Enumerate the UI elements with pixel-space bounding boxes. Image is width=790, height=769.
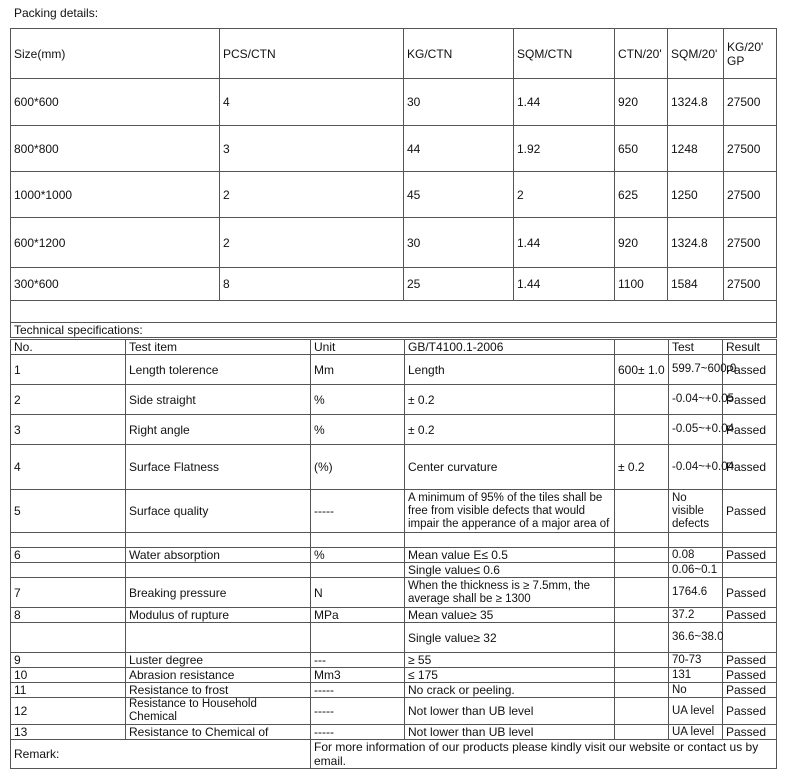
tech-standard: A minimum of 95% of the tiles shall be free from visible defects that would impair the apperance of a major area of xyxy=(405,490,615,533)
packing-cell: 2 xyxy=(220,218,404,268)
packing-cell: 8 xyxy=(220,268,404,301)
tech-header: Unit xyxy=(311,340,405,355)
remark-text: For more information of our products please kindly visit our website or contact us by email. xyxy=(311,740,777,769)
packing-table xyxy=(10,28,777,338)
tech-standard-value xyxy=(615,668,669,683)
tech-header xyxy=(615,340,669,355)
tech-header: Result xyxy=(723,340,777,355)
tech-row xyxy=(11,668,777,683)
packing-cell: 650 xyxy=(615,126,668,172)
tech-item: Breaking pressure xyxy=(126,578,311,608)
packing-header: SQM/20' xyxy=(668,29,724,79)
tech-standard: ≤ 175 xyxy=(405,668,615,683)
tech-no xyxy=(11,563,126,578)
tech-standard-value xyxy=(615,653,669,668)
tech-unit: N xyxy=(311,578,405,608)
packing-cell: 1.44 xyxy=(514,268,615,301)
tech-test: -0.04~+0.05 xyxy=(669,385,723,415)
tech-test: 0.06~0.1 xyxy=(669,563,723,578)
tech-no: 10 xyxy=(11,668,126,683)
tech-standard: ± 0.2 xyxy=(405,415,615,445)
packing-header: KG/20' GP xyxy=(724,29,777,79)
tech-row xyxy=(11,548,777,563)
tech-standard: Single value≤ 0.6 xyxy=(405,563,615,578)
packing-row xyxy=(11,268,777,301)
packing-cell: 800*800 xyxy=(11,126,220,172)
tech-row xyxy=(11,698,777,725)
packing-cell: 27500 xyxy=(724,218,777,268)
tech-test: 70-73 xyxy=(669,653,723,668)
tech-item: Resistance to Chemical of xyxy=(126,725,311,740)
tech-result: Passed xyxy=(723,668,777,683)
tech-result: Passed xyxy=(723,683,777,698)
tech-item xyxy=(126,623,311,653)
tech-test: UA level xyxy=(669,725,723,740)
tech-row xyxy=(11,563,777,578)
tech-result: Passed xyxy=(723,445,777,490)
tech-item: Surface Flatness xyxy=(126,445,311,490)
tech-test: 599.7~600.0 xyxy=(669,355,723,385)
tech-test: 1764.6 xyxy=(669,578,723,608)
tech-unit: MPa xyxy=(311,608,405,623)
spacer-cell xyxy=(405,533,615,548)
tech-item: Water absorption xyxy=(126,548,311,563)
tech-header: Test xyxy=(669,340,723,355)
tech-test: -0.05~+0.04 xyxy=(669,415,723,445)
tech-no: 4 xyxy=(11,445,126,490)
packing-cell: 1.92 xyxy=(514,126,615,172)
tech-item: Resistance to frost xyxy=(126,683,311,698)
tech-no: 3 xyxy=(11,415,126,445)
packing-cell: 2 xyxy=(220,172,404,218)
packing-cell: 45 xyxy=(404,172,514,218)
tech-caption-row xyxy=(11,323,777,338)
packing-cell: 1250 xyxy=(668,172,724,218)
remark-row xyxy=(11,740,777,769)
tech-row xyxy=(11,490,777,533)
spacer-cell xyxy=(11,533,126,548)
tech-unit xyxy=(311,623,405,653)
packing-cell: 920 xyxy=(615,218,668,268)
tech-standard: ≥ 55 xyxy=(405,653,615,668)
spacer-cell xyxy=(615,533,669,548)
tech-standard: No crack or peeling. xyxy=(405,683,615,698)
tech-standard-value: ± 0.2 xyxy=(615,445,669,490)
packing-row xyxy=(11,79,777,126)
tech-header: Test item xyxy=(126,340,311,355)
tech-item: Luster degree xyxy=(126,653,311,668)
packing-cell: 600*1200 xyxy=(11,218,220,268)
tech-standard-value xyxy=(615,608,669,623)
tech-standard: Mean value≥ 35 xyxy=(405,608,615,623)
tech-standard-value xyxy=(615,563,669,578)
spacer-cell xyxy=(11,301,777,323)
tech-standard-value xyxy=(615,490,669,533)
packing-cell: 27500 xyxy=(724,172,777,218)
packing-cell: 27500 xyxy=(724,126,777,172)
tech-standard: When the thickness is ≥ 7.5mm, the average shall be ≥ 1300 xyxy=(405,578,615,608)
tech-standard-value xyxy=(615,725,669,740)
packing-cell: 625 xyxy=(615,172,668,218)
tech-row xyxy=(11,683,777,698)
packing-cell: 1.44 xyxy=(514,218,615,268)
tech-unit: Mm3 xyxy=(311,668,405,683)
tech-unit: % xyxy=(311,415,405,445)
tech-no: 8 xyxy=(11,608,126,623)
tech-header-row xyxy=(11,340,777,355)
tech-row xyxy=(11,623,777,653)
tech-no: 7 xyxy=(11,578,126,608)
tech-unit: ----- xyxy=(311,490,405,533)
spacer-cell xyxy=(723,533,777,548)
tech-standard-value xyxy=(615,698,669,725)
packing-cell: 300*600 xyxy=(11,268,220,301)
tech-standard: Single value≥ 32 xyxy=(405,623,615,653)
tech-result: Passed xyxy=(723,548,777,563)
tech-unit: ----- xyxy=(311,683,405,698)
tech-item xyxy=(126,563,311,578)
tech-unit xyxy=(311,563,405,578)
packing-cell: 25 xyxy=(404,268,514,301)
packing-cell: 1324.8 xyxy=(668,79,724,126)
packing-header-row xyxy=(11,29,777,79)
packing-cell: 44 xyxy=(404,126,514,172)
tech-unit: % xyxy=(311,385,405,415)
tech-result: Passed xyxy=(723,698,777,725)
tech-standard: ± 0.2 xyxy=(405,385,615,415)
tech-item: Right angle xyxy=(126,415,311,445)
packing-header: CTN/20' xyxy=(615,29,668,79)
tech-item: Abrasion resistance xyxy=(126,668,311,683)
tech-header: No. xyxy=(11,340,126,355)
tech-result: Passed xyxy=(723,653,777,668)
tech-row xyxy=(11,725,777,740)
tech-result: Passed xyxy=(723,725,777,740)
tech-standard: Not lower than UB level xyxy=(405,725,615,740)
tech-spacer-row xyxy=(11,533,777,548)
tech-row xyxy=(11,415,777,445)
tech-result: Passed xyxy=(723,578,777,608)
tech-test: -0.04~+0.04 xyxy=(669,445,723,490)
tech-row xyxy=(11,608,777,623)
packing-row xyxy=(11,218,777,268)
tech-no: 2 xyxy=(11,385,126,415)
tech-unit: --- xyxy=(311,653,405,668)
tech-no xyxy=(11,623,126,653)
packing-row xyxy=(11,172,777,218)
packing-cell: 1324.8 xyxy=(668,218,724,268)
tech-caption: Technical specifications: xyxy=(11,323,777,338)
packing-cell: 1.44 xyxy=(514,79,615,126)
packing-header: Size(mm) xyxy=(11,29,220,79)
packing-cell: 1000*1000 xyxy=(11,172,220,218)
tech-test: 131 xyxy=(669,668,723,683)
tech-item: Modulus of rupture xyxy=(126,608,311,623)
tech-standard-value xyxy=(615,385,669,415)
packing-row xyxy=(11,126,777,172)
packing-cell: 3 xyxy=(220,126,404,172)
packing-cell: 2 xyxy=(514,172,615,218)
tech-item: Side straight xyxy=(126,385,311,415)
tech-standard-value xyxy=(615,548,669,563)
tech-result: Passed xyxy=(723,355,777,385)
packing-cell: 4 xyxy=(220,79,404,126)
tech-unit: (%) xyxy=(311,445,405,490)
tech-standard: Center curvature xyxy=(405,445,615,490)
tech-unit: Mm xyxy=(311,355,405,385)
tech-row xyxy=(11,445,777,490)
tech-unit: ----- xyxy=(311,698,405,725)
tech-standard-value xyxy=(615,683,669,698)
packing-cell: 920 xyxy=(615,79,668,126)
tech-row xyxy=(11,578,777,608)
tech-item: Resistance to Household Chemical xyxy=(126,698,311,725)
tech-test: 0.08 xyxy=(669,548,723,563)
tech-row xyxy=(11,355,777,385)
spacer-cell xyxy=(126,533,311,548)
tech-standard-value xyxy=(615,623,669,653)
packing-cell: 1248 xyxy=(668,126,724,172)
tech-row xyxy=(11,385,777,415)
tech-result xyxy=(723,563,777,578)
packing-cell: 27500 xyxy=(724,79,777,126)
packing-cell: 30 xyxy=(404,79,514,126)
tech-header: GB/T4100.1-2006 xyxy=(405,340,615,355)
tech-spec-table xyxy=(10,339,777,769)
packing-spacer-row xyxy=(11,301,777,323)
tech-no: 9 xyxy=(11,653,126,668)
spacer-cell xyxy=(311,533,405,548)
tech-standard: Mean value E≤ 0.5 xyxy=(405,548,615,563)
packing-cell: 600*600 xyxy=(11,79,220,126)
tech-standard: Length xyxy=(405,355,615,385)
tech-item: Length tolerence xyxy=(126,355,311,385)
tech-standard-value xyxy=(615,578,669,608)
tech-no: 13 xyxy=(11,725,126,740)
tech-test: 37.2 xyxy=(669,608,723,623)
tech-test: No xyxy=(669,683,723,698)
packing-cell: 1584 xyxy=(668,268,724,301)
packing-header: KG/CTN xyxy=(404,29,514,79)
tech-result: Passed xyxy=(723,415,777,445)
tech-result: Passed xyxy=(723,385,777,415)
tech-result: Passed xyxy=(723,608,777,623)
tech-no: 11 xyxy=(11,683,126,698)
tech-test: No visible defects xyxy=(669,490,723,533)
packing-cell: 27500 xyxy=(724,268,777,301)
tech-test: 36.6~38.0 xyxy=(669,623,723,653)
packing-cell: 30 xyxy=(404,218,514,268)
spacer-cell xyxy=(669,533,723,548)
tech-unit: % xyxy=(311,548,405,563)
packing-header: SQM/CTN xyxy=(514,29,615,79)
tech-no: 1 xyxy=(11,355,126,385)
tech-standard: Not lower than UB level xyxy=(405,698,615,725)
tech-test: UA level xyxy=(669,698,723,725)
tech-unit: ----- xyxy=(311,725,405,740)
tech-standard-value: 600± 1.0 xyxy=(615,355,669,385)
tech-no: 5 xyxy=(11,490,126,533)
packing-cell: 1100 xyxy=(615,268,668,301)
tech-result: Passed xyxy=(723,490,777,533)
tech-no: 12 xyxy=(11,698,126,725)
packing-caption: Packing details: xyxy=(14,6,99,20)
tech-no: 6 xyxy=(11,548,126,563)
tech-item: Surface quality xyxy=(126,490,311,533)
tech-result xyxy=(723,623,777,653)
tech-row xyxy=(11,653,777,668)
packing-header: PCS/CTN xyxy=(220,29,404,79)
tech-standard-value xyxy=(615,415,669,445)
remark-label: Remark: xyxy=(11,740,311,769)
